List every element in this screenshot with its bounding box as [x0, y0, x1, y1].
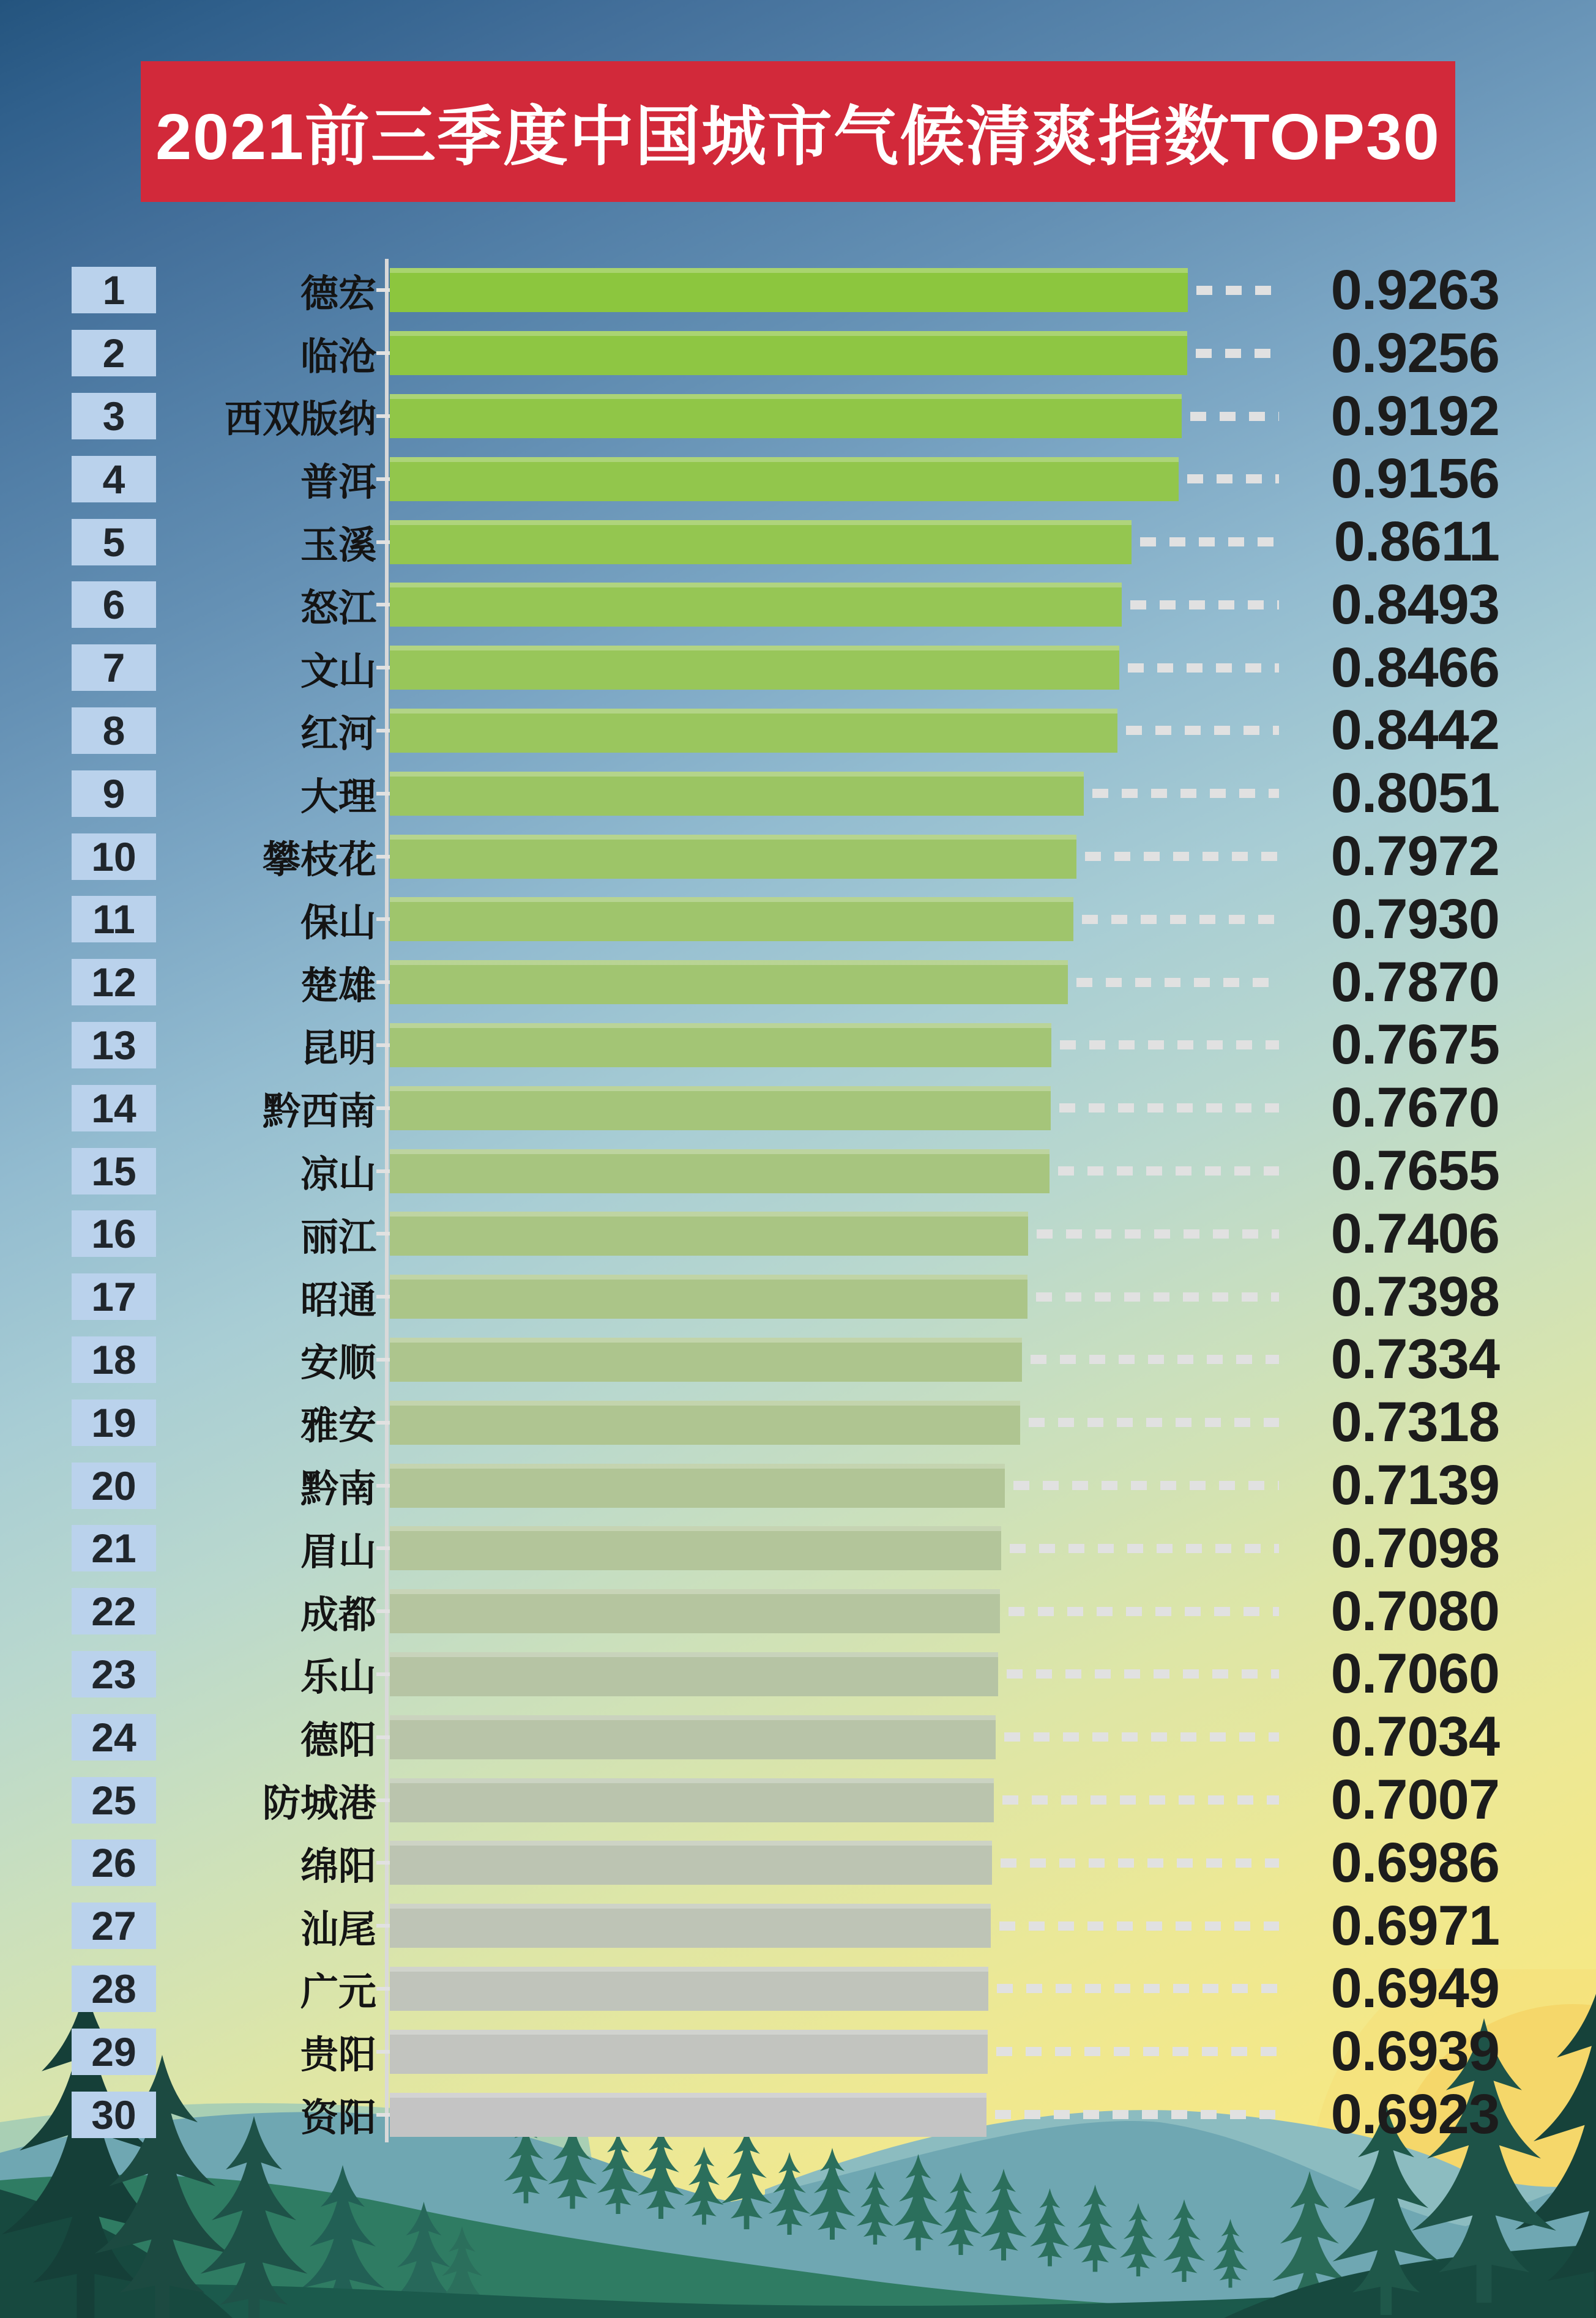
- city-label: 绵阳: [300, 1845, 376, 1888]
- dashed-leader: [1187, 474, 1279, 483]
- rank-row: [72, 259, 1499, 322]
- value-label: 0.6923: [1330, 2083, 1499, 2146]
- axis-tick: [376, 1609, 390, 1613]
- value-label: 0.9256: [1330, 321, 1499, 384]
- value-label: 0.7007: [1330, 1768, 1499, 1832]
- axis-tick: [376, 1232, 390, 1235]
- bar-area: [390, 1894, 1499, 1958]
- axis-tick: [376, 288, 390, 292]
- axis-tick: [376, 414, 390, 418]
- city-label: 眉山: [300, 1530, 376, 1573]
- city-label: 昆明: [300, 1027, 376, 1070]
- axis-tick: [376, 917, 390, 921]
- value-label: 0.7670: [1330, 1076, 1499, 1139]
- axis-tick: [376, 1106, 390, 1110]
- rank-row: [72, 1705, 1499, 1768]
- bar-area: [390, 761, 1499, 825]
- bar-chart: [72, 259, 1499, 2146]
- city-label: 乐山: [300, 1657, 376, 1699]
- rank-badge: 29: [72, 2029, 156, 2075]
- rank-row: [72, 2020, 1499, 2083]
- value-label: 0.8466: [1330, 636, 1499, 699]
- rank-badge: 9: [72, 770, 156, 817]
- axis-tick: [376, 1358, 390, 1362]
- rank-row: [72, 1643, 1499, 1706]
- axis-tick: [376, 792, 390, 796]
- rank-badge: 18: [72, 1336, 156, 1383]
- axis-tick: [376, 603, 390, 606]
- bar-area: [390, 1139, 1499, 1203]
- dashed-leader: [1001, 1858, 1279, 1868]
- value-bar: [390, 457, 1179, 501]
- dashed-leader: [1013, 1481, 1279, 1490]
- dashed-leader: [1196, 286, 1279, 295]
- rank-badge: 22: [72, 1588, 156, 1634]
- value-bar: [390, 1904, 991, 1948]
- rank-badge: 25: [72, 1777, 156, 1824]
- value-bar: [390, 520, 1132, 564]
- bar-area: [390, 1390, 1499, 1455]
- rank-badge: 8: [72, 707, 156, 754]
- rank-row: [72, 636, 1499, 699]
- city-label: 大理: [300, 776, 376, 819]
- value-bar: [390, 331, 1187, 375]
- value-bar: [390, 772, 1084, 816]
- rank-badge: 19: [72, 1399, 156, 1446]
- value-label: 0.9156: [1330, 447, 1499, 510]
- value-bar: [390, 1338, 1022, 1382]
- value-label: 0.7406: [1330, 1202, 1499, 1265]
- dashed-leader: [1036, 1292, 1279, 1302]
- axis-tick: [376, 1295, 390, 1299]
- value-bar: [390, 394, 1182, 438]
- value-bar: [390, 1275, 1027, 1319]
- rank-badge: 24: [72, 1714, 156, 1761]
- rank-row: [72, 2083, 1499, 2146]
- bar-area: [390, 887, 1499, 952]
- dashed-leader: [997, 1984, 1279, 1993]
- value-bar: [390, 1086, 1051, 1130]
- dashed-leader: [1059, 1103, 1279, 1112]
- bar-area: [390, 258, 1499, 322]
- city-label: 怒江: [300, 587, 376, 630]
- bar-area: [390, 1768, 1499, 1832]
- city-label: 丽江: [300, 1216, 376, 1259]
- rank-badge: 15: [72, 1148, 156, 1194]
- rank-row: [72, 1014, 1499, 1077]
- value-label: 0.7398: [1330, 1265, 1499, 1328]
- rank-badge: 6: [72, 581, 156, 628]
- rank-row: [72, 1517, 1499, 1580]
- rank-badge: 13: [72, 1022, 156, 1068]
- axis-tick: [376, 1484, 390, 1488]
- bar-area: [390, 1705, 1499, 1769]
- value-label: 0.7080: [1330, 1579, 1499, 1642]
- dashed-leader: [1031, 1355, 1279, 1364]
- bar-area: [390, 1327, 1499, 1392]
- city-label: 贵阳: [300, 2034, 376, 2077]
- rank-badge: 30: [72, 2092, 156, 2138]
- rank-badge: 12: [72, 959, 156, 1005]
- bar-area: [390, 510, 1499, 574]
- dashed-leader: [999, 1921, 1279, 1931]
- bar-area: [390, 573, 1499, 637]
- rank-badge: 20: [72, 1463, 156, 1509]
- rank-badge: 14: [72, 1085, 156, 1131]
- rank-row: [72, 1076, 1499, 1139]
- axis-tick: [376, 1169, 390, 1173]
- value-label: 0.7972: [1330, 825, 1499, 888]
- rank-row: [72, 1580, 1499, 1643]
- rank-row: [72, 1265, 1499, 1329]
- rank-row: [72, 1832, 1499, 1895]
- axis-tick: [376, 1735, 390, 1739]
- city-label: 黔西南: [262, 1090, 376, 1133]
- axis-tick: [376, 1987, 390, 1991]
- axis-tick: [376, 1043, 390, 1047]
- bar-area: [390, 1642, 1499, 1706]
- rank-row: [72, 1139, 1499, 1202]
- value-label: 0.7870: [1330, 950, 1499, 1013]
- dashed-leader: [1085, 852, 1279, 861]
- value-bar: [390, 268, 1188, 312]
- value-label: 0.9263: [1330, 258, 1499, 321]
- bar-area: [390, 384, 1499, 449]
- bar-area: [390, 1956, 1499, 2021]
- city-label: 防城港: [262, 1783, 376, 1825]
- axis-tick: [376, 855, 390, 859]
- value-bar: [390, 1023, 1051, 1067]
- city-label: 攀枝花: [262, 839, 376, 882]
- axis-tick: [376, 1421, 390, 1425]
- value-label: 0.7034: [1330, 1705, 1499, 1768]
- bar-area: [390, 950, 1499, 1015]
- rank-badge: 10: [72, 833, 156, 880]
- city-label: 广元: [300, 1971, 376, 2014]
- bar-area: [390, 2019, 1499, 2084]
- rank-badge: 2: [72, 330, 156, 376]
- value-label: 0.6971: [1330, 1894, 1499, 1957]
- value-label: 0.7334: [1330, 1328, 1499, 1391]
- chart-rows: [72, 259, 1499, 2146]
- city-label: 德阳: [300, 1720, 376, 1762]
- bar-area: [390, 1579, 1499, 1644]
- dashed-leader: [995, 2110, 1279, 2119]
- title-banner: [141, 61, 1455, 202]
- bar-area: [390, 1453, 1499, 1518]
- city-label: 文山: [300, 650, 376, 693]
- axis-tick: [376, 729, 390, 732]
- value-bar: [390, 1652, 998, 1696]
- value-bar: [390, 1967, 988, 2011]
- bar-area: [390, 1076, 1499, 1140]
- page-title: 2021前三季度中国城市气候清爽指数TOP30: [155, 101, 1441, 173]
- rank-row: [72, 447, 1499, 510]
- axis-tick: [376, 1861, 390, 1865]
- dashed-leader: [1082, 915, 1279, 924]
- value-label: 0.8493: [1330, 573, 1499, 636]
- bar-area: [390, 1831, 1499, 1895]
- bar-area: [390, 2082, 1499, 2147]
- city-label: 玉溪: [300, 524, 376, 567]
- rank-row: [72, 1454, 1499, 1517]
- axis-tick: [376, 1798, 390, 1802]
- rank-row: [72, 1768, 1499, 1832]
- dashed-leader: [1130, 600, 1279, 609]
- dashed-leader: [1004, 1732, 1279, 1742]
- value-bar: [390, 1589, 1000, 1633]
- value-label: 0.7675: [1330, 1013, 1499, 1076]
- value-bar: [390, 709, 1117, 753]
- value-label: 0.7139: [1330, 1454, 1499, 1517]
- value-bar: [390, 2030, 988, 2074]
- value-bar: [390, 1149, 1050, 1193]
- value-label: 0.8051: [1330, 762, 1499, 825]
- rank-badge: 23: [72, 1651, 156, 1698]
- rank-badge: 27: [72, 1902, 156, 1949]
- rank-badge: 4: [72, 456, 156, 502]
- value-bar: [390, 1715, 996, 1759]
- rank-badge: 1: [72, 267, 156, 313]
- dashed-leader: [1128, 663, 1279, 673]
- city-label: 安顺: [300, 1342, 376, 1385]
- value-bar: [390, 1464, 1005, 1508]
- axis-tick: [376, 1672, 390, 1676]
- value-label: 0.8611: [1333, 510, 1499, 573]
- city-label: 临沧: [300, 335, 376, 378]
- value-bar: [390, 897, 1073, 941]
- city-label: 资阳: [300, 2097, 376, 2139]
- city-label: 普洱: [300, 461, 376, 504]
- bar-area: [390, 321, 1499, 386]
- city-label: 昭通: [300, 1279, 376, 1322]
- dashed-leader: [1060, 1040, 1279, 1049]
- value-label: 0.7318: [1330, 1391, 1499, 1454]
- rank-row: [72, 510, 1499, 573]
- dashed-leader: [1007, 1669, 1279, 1679]
- value-label: 0.7060: [1330, 1642, 1499, 1705]
- axis-tick: [376, 540, 390, 544]
- rank-row: [72, 699, 1499, 762]
- city-label: 西双版纳: [224, 398, 376, 441]
- rank-badge: 5: [72, 519, 156, 565]
- city-label: 成都: [300, 1593, 376, 1636]
- rank-row: [72, 322, 1499, 385]
- rank-badge: 21: [72, 1525, 156, 1571]
- dashed-leader: [996, 2047, 1279, 2056]
- rank-row: [72, 1958, 1499, 2021]
- dashed-leader: [1190, 412, 1279, 421]
- rank-row: [72, 1391, 1499, 1454]
- rank-badge: 3: [72, 393, 156, 439]
- value-bar: [390, 835, 1076, 879]
- value-label: 0.9192: [1330, 384, 1499, 447]
- axis-tick: [376, 980, 390, 984]
- city-label: 楚雄: [300, 964, 376, 1007]
- rank-badge: 11: [72, 896, 156, 942]
- rank-row: [72, 825, 1499, 888]
- rank-row: [72, 1329, 1499, 1392]
- value-bar: [390, 960, 1068, 1004]
- dashed-leader: [1009, 1607, 1279, 1616]
- value-label: 0.7930: [1330, 887, 1499, 950]
- value-label: 0.6939: [1330, 2020, 1499, 2083]
- dashed-leader: [1029, 1418, 1279, 1427]
- city-label: 黔南: [300, 1468, 376, 1511]
- value-label: 0.7098: [1330, 1516, 1499, 1579]
- axis-tick: [376, 2050, 390, 2054]
- dashed-leader: [1037, 1229, 1279, 1239]
- value-label: 0.6949: [1330, 1957, 1499, 2020]
- dashed-leader: [1196, 349, 1279, 358]
- value-bar: [390, 1212, 1028, 1256]
- axis-tick: [376, 477, 390, 481]
- axis-tick: [376, 666, 390, 669]
- value-label: 0.6986: [1330, 1831, 1499, 1894]
- dashed-leader: [1010, 1544, 1279, 1553]
- rank-badge: 26: [72, 1839, 156, 1886]
- dashed-leader: [1058, 1166, 1279, 1176]
- value-bar: [390, 583, 1122, 627]
- bar-area: [390, 1265, 1499, 1329]
- value-bar: [390, 2093, 986, 2137]
- city-label: 凉山: [300, 1153, 376, 1196]
- value-label: 0.7655: [1330, 1139, 1499, 1202]
- rank-row: [72, 888, 1499, 951]
- rank-row: [72, 573, 1499, 636]
- city-label: 汕尾: [300, 1908, 376, 1951]
- city-label: 保山: [300, 901, 376, 944]
- rank-badge: 17: [72, 1273, 156, 1320]
- rank-badge: 28: [72, 1966, 156, 2012]
- rank-row: [72, 951, 1499, 1014]
- value-bar: [390, 1778, 994, 1822]
- rank-badge: 7: [72, 644, 156, 691]
- bar-area: [390, 1516, 1499, 1581]
- rank-row: [72, 1895, 1499, 1958]
- bar-area: [390, 636, 1499, 700]
- dashed-leader: [1076, 978, 1279, 987]
- dashed-leader: [1140, 537, 1279, 546]
- rank-row: [72, 762, 1499, 825]
- value-bar: [390, 1526, 1001, 1570]
- bar-area: [390, 1202, 1499, 1266]
- bar-area: [390, 447, 1499, 511]
- value-bar: [390, 1841, 992, 1885]
- axis-tick: [376, 351, 390, 355]
- city-label: 雅安: [300, 1405, 376, 1448]
- city-label: 德宏: [300, 272, 376, 315]
- bar-area: [390, 698, 1499, 762]
- bar-area: [390, 1013, 1499, 1077]
- value-bar: [390, 1401, 1020, 1445]
- dashed-leader: [1092, 789, 1279, 798]
- value-bar: [390, 646, 1119, 690]
- axis-tick: [376, 1546, 390, 1550]
- dashed-leader: [1002, 1795, 1279, 1805]
- rank-row: [72, 1202, 1499, 1265]
- dashed-leader: [1126, 726, 1279, 735]
- bar-area: [390, 824, 1499, 889]
- axis-tick: [376, 2113, 390, 2117]
- axis-tick: [376, 1924, 390, 1928]
- city-label: 红河: [300, 713, 376, 756]
- rank-row: [72, 385, 1499, 448]
- value-label: 0.8442: [1330, 699, 1499, 762]
- rank-badge: 16: [72, 1210, 156, 1257]
